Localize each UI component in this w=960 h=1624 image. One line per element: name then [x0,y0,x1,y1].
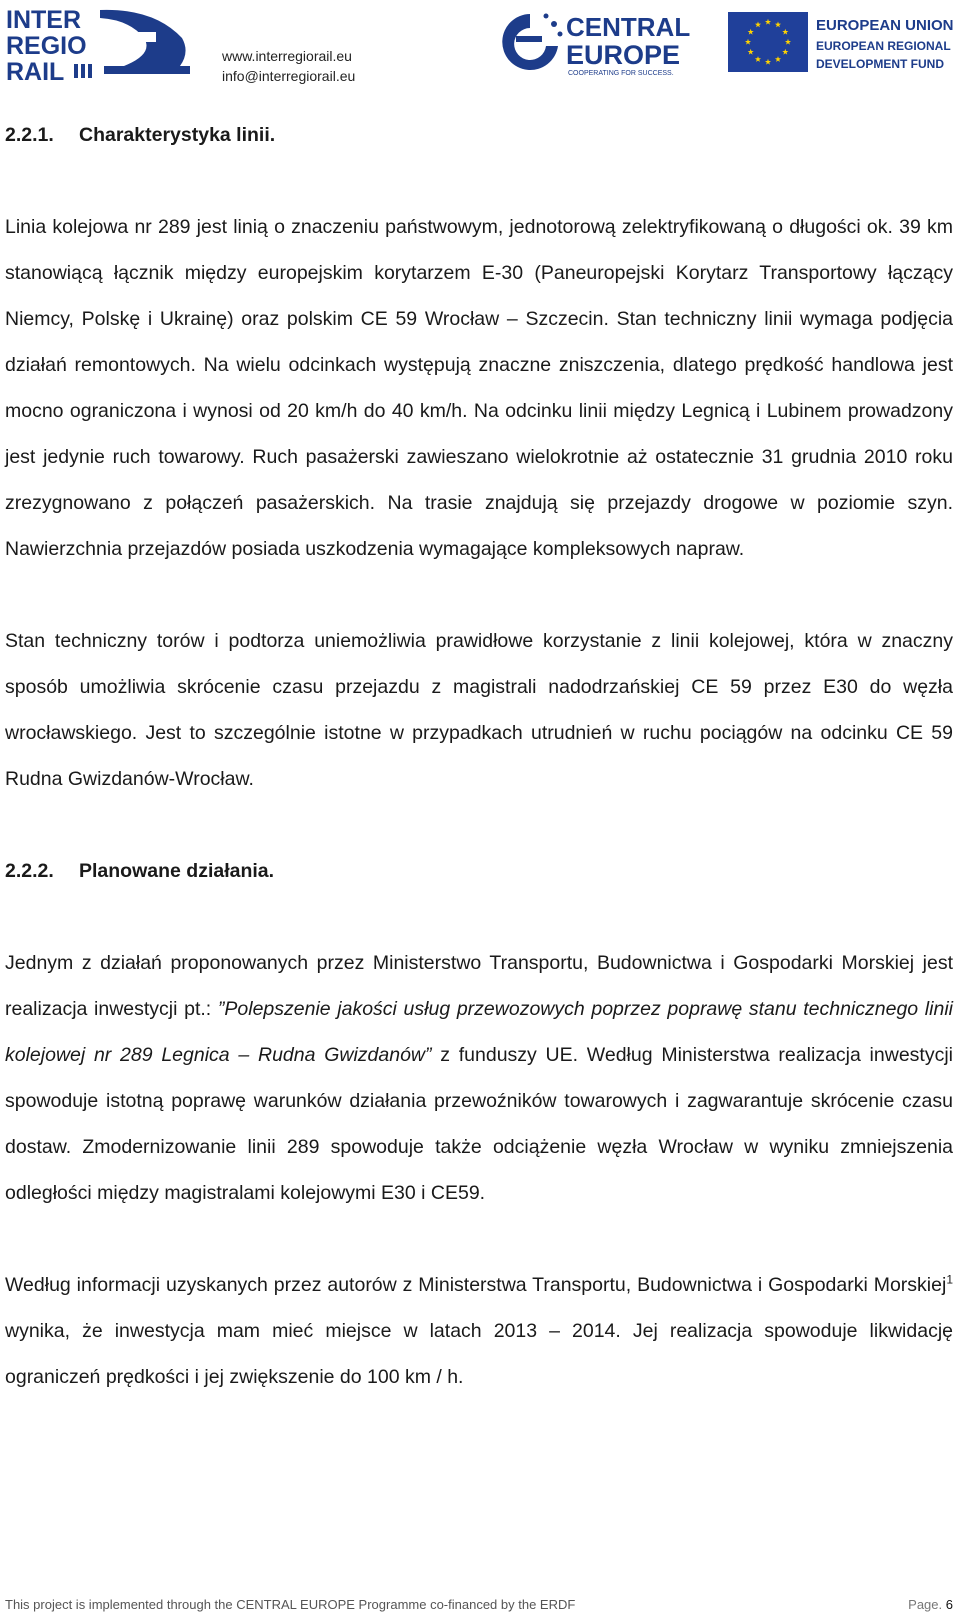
paragraph-ministry-info-start: Według informacji uzyskanych przez autorów z Ministerstwa Transportu, Budownictwa i Gospodarki Morskiej [5,1274,947,1296]
section-title: Planowane działania. [79,860,275,882]
ce-tagline: COOPERATING FOR SUCCESS. [568,70,674,77]
paragraph-line-characteristics-part-1: Linia kolejowa nr 289 jest linią o znaczeniu państwowym, jednotorową zelektryfikowaną o długości ok. 39 km stanowiącą łącznik między europejskim korytarzem E-30 (Paneuropejski Korytarz Transportowy łączący Niemcy, Polskę i Ukrainę) oraz polskim CE 59 Wrocław – Szczecin. [5,216,953,330]
page-number: 6 [945,1597,953,1612]
website-link[interactable]: www.interregiorail.eu [222,48,352,64]
footnote-reference[interactable]: 1 [946,1272,953,1287]
eu-line-2: EUROPEAN REGIONAL [816,39,951,53]
logo-word-inter: INTER [6,6,81,34]
paragraph-planned-investment [5,940,953,1216]
email-link[interactable]: info@interregiorail.eu [222,68,356,84]
contact-info [222,46,355,86]
paragraph-line-characteristics-part-2: Stan techniczny linii wymaga podjęcia działań remontowych. Na wielu odcinkach występują znaczne zniszczenia, dlatego prędkość handlowa jest mocno ograniczona i wynosi od 20 km/h do 40 km/h. Na odcinku linii między Legnicą i Lubinem prowadzony jest jedynie ruch towarowy. Ruch pasażerski zawieszano wielokrotnie aż ostatecznie 31 grudnia 2010 roku zrezygnowano z połączeń pasażerskich. Na trasie znajdują się przejazdy drogowe w poziomie szyn. Nawierzchnia przejazdów posiada uszkodzenia wymagające kompleksowych napraw. [5,308,953,560]
document-body [5,112,953,1400]
investment-title: ”Polepszenie jakości usług przewozowych poprzez poprawę stanu technicznego linii kolejowej nr 289 Legnica – Rudna Gwizdanów” [5,998,953,1066]
logo-word-rail: RAIL [6,58,65,84]
ce-word-europe: EUROPE [566,40,681,70]
section-number: 2.2.1. [5,124,54,146]
eu-line-3: DEVELOPMENT FUND [816,57,945,71]
section-title: Charakterystyka linii. [79,124,276,146]
page-label: Page. [908,1597,943,1612]
section-heading-2-2-1 [5,112,953,158]
paragraph-ministry-info-end: wynika, że inwestycja mam mieć miejsce w latach 2013 – 2014. Jej realizacja spowoduje likwidację ograniczeń prędkości i jej zwiększenie do 100 km / h. [5,1320,953,1388]
central-europe-logo [496,6,706,78]
section-number: 2.2.2. [5,860,54,882]
logo-word-regio: REGIO [6,32,87,60]
paragraph-line-characteristics [5,204,953,572]
eu-logo [728,10,956,76]
paragraph-ministry-info [5,1262,953,1400]
paragraph-planned-investment-end: z funduszy UE. Według Ministerstwa realizacja inwestycji spowoduje istotną poprawę warunków działania przewoźników towarowych i zagwarantuje skrócenie czasu dostaw. Zmodernizowanie linii 289 spowoduje także odciążenie węzła Wrocław w wyniku zmniejszenia odległości między magistralami kolejowymi E30 i CE59. [5,1044,953,1204]
paragraph-technical-state: Stan techniczny torów i podtorza uniemożliwia prawidłowe korzystanie z linii kolejowej, która w znaczny sposób umożliwia skrócenie czasu przejazdu z magistrali nadodrzańskiej CE 59 przez E30 do węzła wrocławskiego. Jest to szczególnie istotne w przypadkach utrudnień w ruchu pociągów na odcinku CE 59 Rudna Gwizdanów-Wrocław. [5,630,953,790]
eu-line-1: EUROPEAN UNION [816,17,954,34]
interregiorail-logo [4,4,194,84]
paragraph-planned-investment-start: Jednym z działań proponowanych przez Ministerstwo Transportu, Budownictwa i Gospodarki Morskiej jest realizacja inwestycji pt.: [5,952,953,1020]
page-footer [5,1597,953,1617]
central-europe-swirl-icon [502,14,562,70]
footer-funding-note: This project is implemented through the CENTRAL EUROPE Programme co-financed by the ERDF [5,1597,576,1612]
page-header [0,0,960,96]
ce-word-central: CENTRAL [566,12,691,42]
page-indicator [908,1597,953,1612]
section-heading-2-2-2 [5,848,953,894]
